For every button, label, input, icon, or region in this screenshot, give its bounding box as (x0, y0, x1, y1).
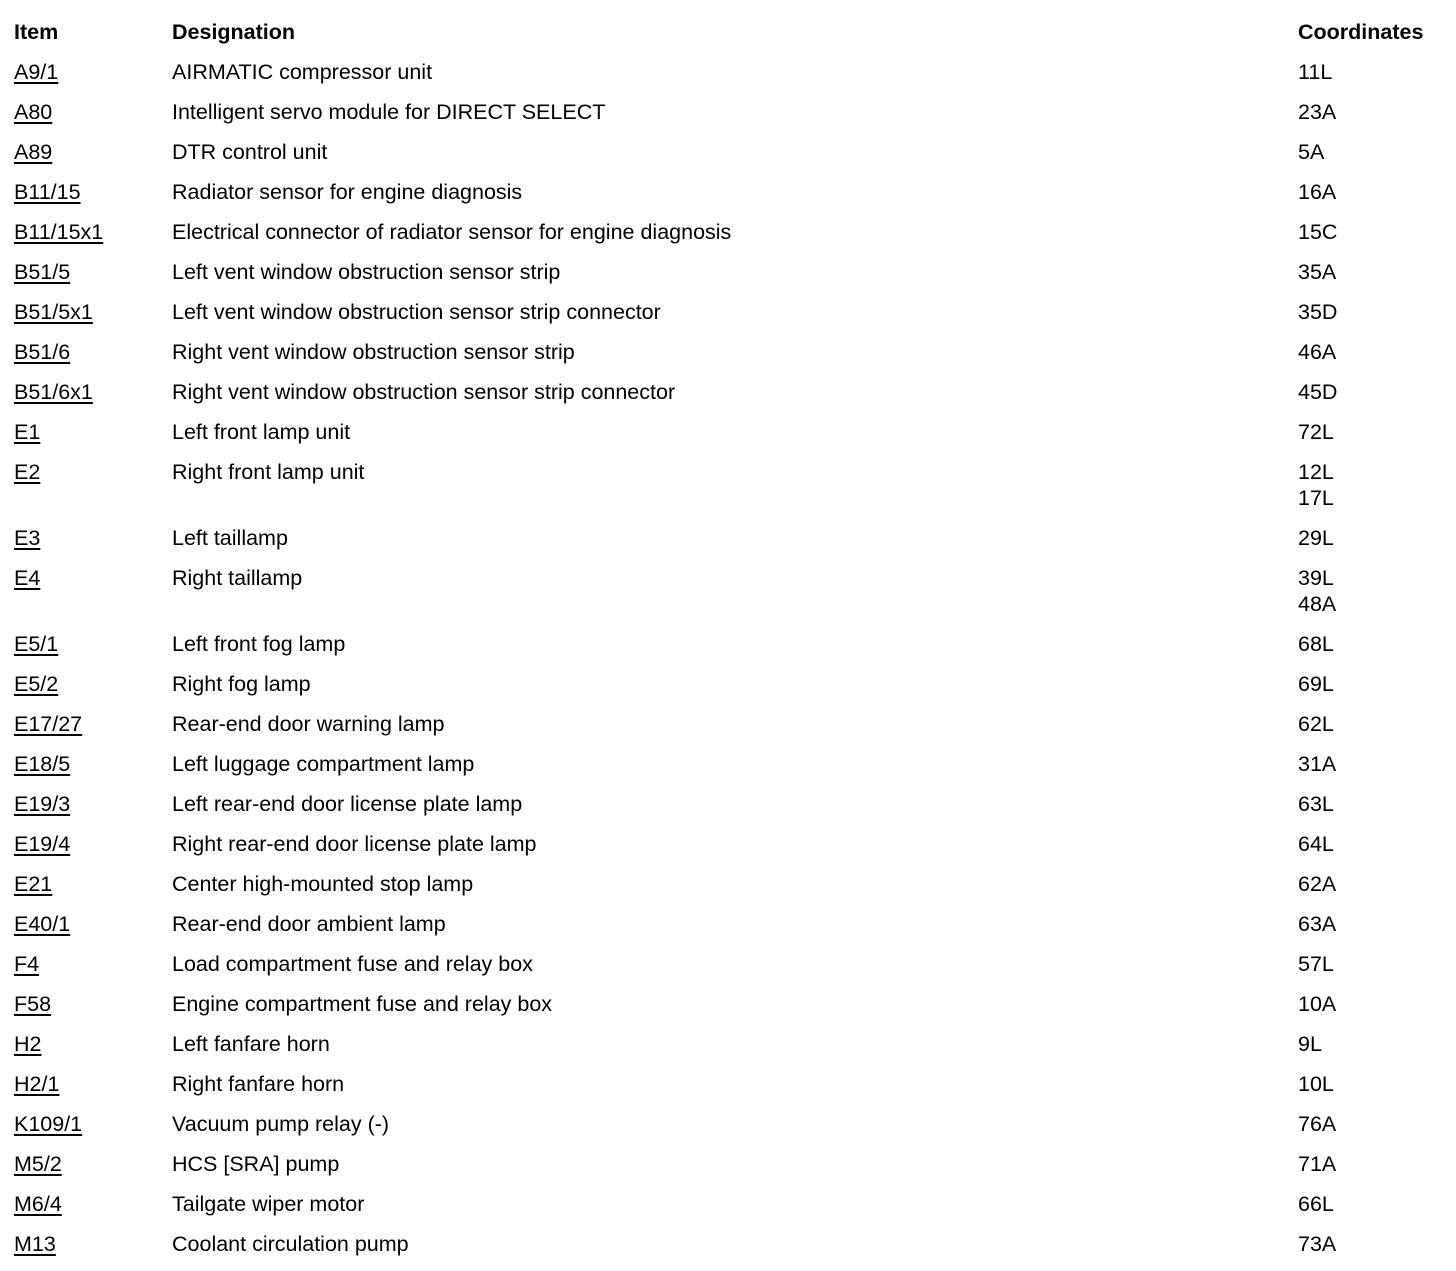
item-link[interactable]: E5/1 (14, 632, 59, 656)
coordinate-value: 63L (1298, 792, 1334, 816)
designation-text: Vacuum pump relay (-) (172, 1112, 390, 1136)
table-row (14, 179, 1444, 219)
table-row (14, 379, 1444, 419)
coordinate-value: 29L (1298, 526, 1334, 550)
coordinates-cell (1298, 299, 1337, 325)
coordinate-value: 68L (1298, 632, 1334, 656)
table-row (14, 419, 1444, 459)
table-row (14, 1111, 1444, 1151)
table-row (14, 711, 1444, 751)
coordinates-cell (1298, 259, 1336, 285)
coordinate-value: 23A (1298, 100, 1337, 124)
coordinate-value: 73A (1298, 1232, 1337, 1256)
coordinates-cell (1298, 59, 1332, 85)
item-link[interactable]: H2 (14, 1032, 42, 1056)
coordinate-value: 72L (1298, 420, 1334, 444)
coordinate-value: 57L (1298, 952, 1334, 976)
coordinate-value: 31A (1298, 752, 1337, 776)
coordinate-value: 62A (1298, 872, 1337, 896)
coordinates-cell (1298, 751, 1336, 777)
table-row (14, 139, 1444, 179)
table-row (14, 99, 1444, 139)
item-link[interactable]: B51/5x1 (14, 300, 93, 324)
item-link[interactable]: B51/6 (14, 340, 71, 364)
table-row (14, 791, 1444, 831)
coordinates-cell (1298, 1231, 1336, 1257)
coordinate-value: 66L (1298, 1192, 1334, 1216)
coordinates-cell (1298, 951, 1334, 977)
coordinate-value: 39L (1298, 566, 1334, 590)
table-row (14, 1151, 1444, 1191)
item-link[interactable]: E1 (14, 420, 41, 444)
coordinate-value: 15C (1298, 220, 1338, 244)
designation-text: HCS [SRA] pump (172, 1152, 340, 1176)
designation-text: Right taillamp (172, 566, 303, 590)
coordinates-cell (1298, 139, 1324, 165)
designation-text: AIRMATIC compressor unit (172, 60, 433, 84)
table-row (14, 951, 1444, 991)
coordinates-cell (1298, 419, 1334, 445)
item-link[interactable]: E3 (14, 526, 41, 550)
designation-text: Engine compartment fuse and relay box (172, 992, 553, 1016)
coordinates-cell (1298, 671, 1334, 697)
header-item: Item (14, 20, 59, 44)
item-link[interactable]: E19/4 (14, 832, 71, 856)
item-link[interactable]: M5/2 (14, 1152, 62, 1176)
table-row (14, 59, 1444, 99)
item-link[interactable]: B51/5 (14, 260, 71, 284)
designation-text: Rear-end door warning lamp (172, 712, 445, 736)
coordinates-cell (1298, 1071, 1334, 1097)
table-row (14, 911, 1444, 951)
designation-text: Load compartment fuse and relay box (172, 952, 533, 976)
item-link[interactable]: K109/1 (14, 1112, 83, 1136)
coordinate-value: 12L (1298, 460, 1334, 484)
item-link[interactable]: H2/1 (14, 1072, 60, 1096)
designation-text: Right rear-end door license plate lamp (172, 832, 537, 856)
coordinate-value: 17L (1298, 486, 1334, 510)
coordinate-value: 45D (1298, 380, 1338, 404)
item-link[interactable]: E19/3 (14, 792, 71, 816)
table-row (14, 1031, 1444, 1071)
coordinate-value: 62L (1298, 712, 1334, 736)
table-row (14, 671, 1444, 711)
coordinates-cell (1298, 831, 1334, 857)
item-link[interactable]: E2 (14, 460, 41, 484)
table-body (14, 59, 1444, 1271)
coordinates-cell (1298, 1031, 1322, 1057)
table-row (14, 459, 1444, 525)
coordinates-cell (1298, 339, 1336, 365)
table-row (14, 259, 1444, 299)
table-row (14, 1191, 1444, 1231)
table-row (14, 525, 1444, 565)
designation-text: Right vent window obstruction sensor strip (172, 340, 575, 364)
table-row (14, 219, 1444, 259)
coordinates-cell (1298, 791, 1334, 817)
designation-text: Left luggage compartment lamp (172, 752, 475, 776)
coordinate-value: 9L (1298, 1032, 1322, 1056)
designation-text: Left fanfare horn (172, 1032, 330, 1056)
item-link[interactable]: B11/15x1 (14, 220, 104, 244)
table-row (14, 991, 1444, 1031)
header-coordinates: Coordinates (1298, 20, 1424, 44)
designation-text: Left rear-end door license plate lamp (172, 792, 523, 816)
item-link[interactable]: E5/2 (14, 672, 59, 696)
coordinate-value: 64L (1298, 832, 1334, 856)
designation-text: Left front fog lamp (172, 632, 346, 656)
coordinates-cell (1298, 219, 1337, 245)
designation-text: Intelligent servo module for DIRECT SELECT (172, 100, 606, 124)
coordinates-cell (1298, 991, 1336, 1017)
coordinates-cell (1298, 871, 1336, 897)
designation-text: Radiator sensor for engine diagnosis (172, 180, 523, 204)
item-link[interactable]: E17/27 (14, 712, 83, 736)
designation-text: Center high-mounted stop lamp (172, 872, 474, 896)
coordinates-cell (1298, 565, 1336, 617)
designation-text: Right fanfare horn (172, 1072, 345, 1096)
coordinate-value: 69L (1298, 672, 1334, 696)
table-row (14, 871, 1444, 911)
table-row (14, 1231, 1444, 1271)
designation-text: Electrical connector of radiator sensor for engine diagnosis (172, 220, 732, 244)
table-header (14, 19, 1444, 59)
designation-text: Right fog lamp (172, 672, 311, 696)
table-row (14, 339, 1444, 379)
item-link[interactable]: E21 (14, 872, 53, 896)
coordinate-value: 5A (1298, 140, 1325, 164)
coordinates-cell (1298, 525, 1334, 551)
designation-text: DTR control unit (172, 140, 328, 164)
table-row (14, 831, 1444, 871)
table-row (14, 565, 1444, 631)
coordinate-value: 46A (1298, 340, 1337, 364)
table-row (14, 1071, 1444, 1111)
coordinates-cell (1298, 1111, 1336, 1137)
table-row (14, 299, 1444, 339)
item-link[interactable]: B51/6x1 (14, 380, 93, 404)
coordinate-value: 10L (1298, 1072, 1334, 1096)
designation-text: Right vent window obstruction sensor strip connector (172, 380, 676, 404)
item-link[interactable]: M13 (14, 1232, 56, 1256)
coordinates-cell (1298, 1191, 1334, 1217)
component-table (14, 19, 1444, 1271)
coordinates-cell (1298, 459, 1334, 511)
item-link[interactable]: E40/1 (14, 912, 71, 936)
item-link[interactable]: M6/4 (14, 1192, 62, 1216)
item-link[interactable]: B11/15 (14, 180, 81, 204)
coordinate-value: 10A (1298, 992, 1337, 1016)
coordinate-value: 48A (1298, 592, 1337, 616)
designation-text: Left front lamp unit (172, 420, 351, 444)
table-row (14, 751, 1444, 791)
coordinate-value: 63A (1298, 912, 1337, 936)
coordinates-cell (1298, 379, 1337, 405)
coordinate-value: 76A (1298, 1112, 1337, 1136)
designation-text: Rear-end door ambient lamp (172, 912, 446, 936)
table-row (14, 631, 1444, 671)
item-link[interactable]: A9/1 (14, 60, 59, 84)
item-link[interactable]: A89 (14, 140, 53, 164)
coordinates-cell (1298, 99, 1336, 125)
item-link[interactable]: E18/5 (14, 752, 71, 776)
coordinates-cell (1298, 711, 1334, 737)
designation-text: Left vent window obstruction sensor strip connector (172, 300, 661, 324)
coordinates-cell (1298, 179, 1336, 205)
designation-text: Left taillamp (172, 526, 288, 550)
coordinate-value: 35D (1298, 300, 1338, 324)
header-designation: Designation (172, 20, 296, 44)
designation-text: Right front lamp unit (172, 460, 365, 484)
coordinate-value: 35A (1298, 260, 1337, 284)
coordinates-cell (1298, 1151, 1336, 1177)
designation-text: Coolant circulation pump (172, 1232, 409, 1256)
designation-text: Tailgate wiper motor (172, 1192, 365, 1216)
item-link[interactable]: F4 (14, 952, 40, 976)
item-link[interactable]: F58 (14, 992, 52, 1016)
coordinate-value: 11L (1298, 60, 1333, 84)
coordinate-value: 16A (1298, 180, 1337, 204)
coordinates-cell (1298, 631, 1334, 657)
item-link[interactable]: E4 (14, 566, 41, 590)
item-link[interactable]: A80 (14, 100, 53, 124)
designation-text: Left vent window obstruction sensor strip (172, 260, 561, 284)
coordinates-cell (1298, 911, 1336, 937)
coordinate-value: 71A (1298, 1152, 1337, 1176)
